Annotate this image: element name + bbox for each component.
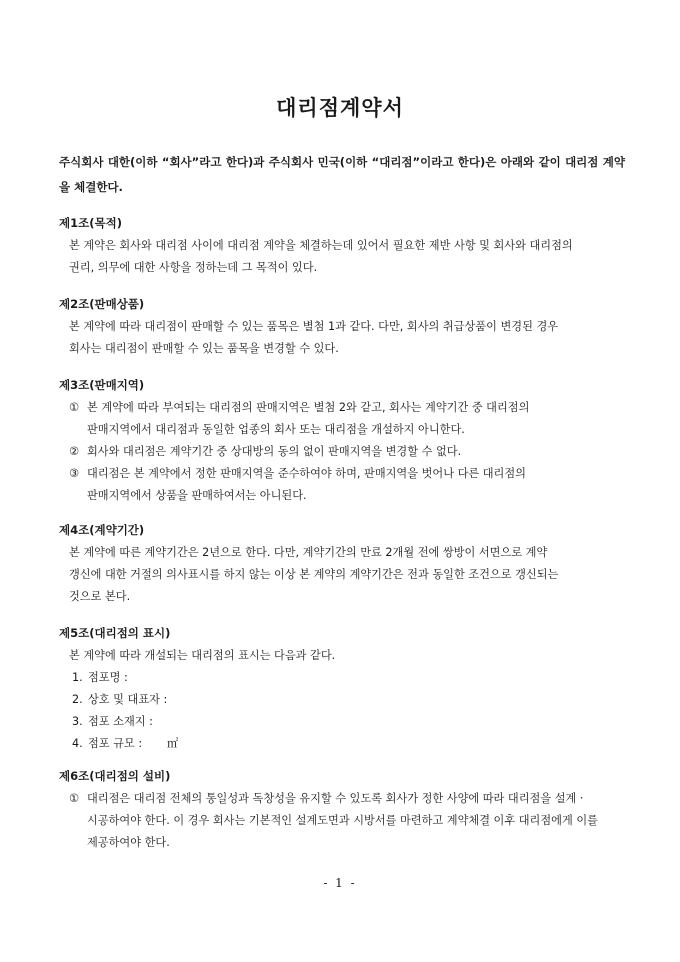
item-marker: 4. [72,737,83,750]
article-line: 본 계약에 따른 계약기간은 2년으로 한다. 다만, 계약기간의 만료 2개월 전에 쌍방이 서면으로 계약 [69,546,548,559]
item-line: 대리점은 대리점 전체의 통일성과 독창성을 유지할 수 있도록 회사가 정한 사양에 따라 대리점을 설계 · [87,792,584,805]
article-line: 권리, 의무에 대한 사항을 정하는데 그 목적이 있다. [69,261,318,274]
item-text: 점포 규모 : ㎡ [88,737,179,750]
article-line: 갱신에 대한 거절의 의사표시를 하지 않는 이상 본 계약의 계약기간은 전과 동일한 조건으로 갱신되는 [69,568,559,581]
article-heading: 제1조(목적) [59,216,122,230]
item-marker: ③ [69,467,80,480]
item-marker: ① [69,401,80,414]
article-heading: 제4조(계약기간) [59,523,145,537]
intro-paragraph: 주식회사 대한(이하 “회사”라고 한다)과 주식회사 민국(이하 “대리점”이라고 한다)은 아래와 같이 대리점 계약을 체결한다. [59,155,625,194]
item-marker: 1. [72,671,83,684]
item-marker: 2. [72,693,83,706]
item-line: 시공하여야 한다. 이 경우 회사는 기본적인 설계도면과 시방서를 마련하고 계약체결 이후 대리점에게 이를 [87,814,598,827]
article-3 [59,374,625,507]
article-line: 회사는 대리점이 판매할 수 있는 품목을 변경할 수 있다. [69,342,339,355]
article-heading: 제6조(대리점의 설비) [59,769,171,783]
list-item [59,711,625,733]
item-line: 본 계약에 따라 부여되는 대리점의 판매지역은 별첨 2와 같고, 회사는 계약기간 중 대리점의 [87,401,530,414]
list-item [59,397,625,441]
item-marker: 3. [72,715,83,728]
page-number: - 1 - [323,876,357,890]
item-marker: ② [69,445,80,458]
item-text: 점포명 : [88,671,128,684]
article-line: 본 계약에 따라 개설되는 대리점의 표시는 다음과 같다. [69,649,336,662]
item-line: 판매지역에서 상품을 판매하여서는 아니된다. [87,489,307,502]
article-1 [59,212,625,279]
article-heading: 제2조(판매상품) [59,297,145,311]
item-line: 회사와 대리점은 계약기간 중 상대방의 동의 없이 판매지역을 변경할 수 없다. [87,445,462,458]
item-marker: ① [69,792,80,805]
list-item [59,788,625,854]
article-5 [59,622,625,755]
item-line: 대리점은 본 계약에서 정한 판매지역을 준수하여야 하며, 판매지역을 벗어나 다른 대리점의 [87,467,526,480]
item-text: 상호 및 대표자 : [88,693,168,706]
item-line: 판매지역에서 대리점과 동일한 업종의 회사 또는 대리점을 개설하지 아니한다. [87,423,465,436]
list-item [59,667,625,689]
list-item [59,689,625,711]
item-text: 점포 소재지 : [88,715,153,728]
article-heading: 제3조(판매지역) [59,378,145,392]
article-6 [59,765,625,854]
article-line: 본 계약에 따라 대리점이 판매할 수 있는 품목은 별첨 1과 같다. 다만, 회사의 취급상품이 변경된 경우 [69,320,559,333]
article-2 [59,293,625,360]
list-item [59,733,625,755]
article-line: 본 계약은 회사와 대리점 사이에 대리점 계약을 체결하는데 있어서 필요한 제반 사항 및 회사와 대리점의 [69,239,573,252]
list-item [59,441,625,463]
list-item [59,463,625,507]
article-line: 것으로 본다. [69,590,131,603]
document-title: 대리점계약서 [276,96,404,120]
item-line: 제공하여야 한다. [87,836,170,849]
article-4 [59,519,625,608]
article-heading: 제5조(대리점의 표시) [59,626,171,640]
